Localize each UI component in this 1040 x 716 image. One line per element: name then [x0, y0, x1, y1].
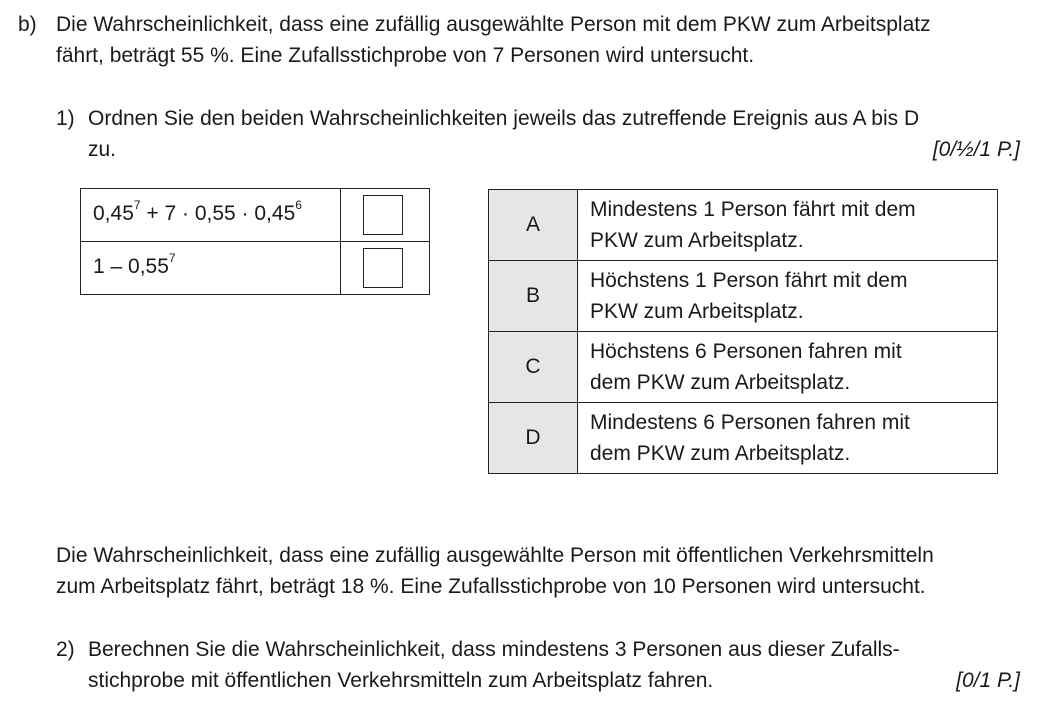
event-description: Höchstens 6 Personen fahren mit dem PKW zum Arbeitsplatz. [578, 332, 998, 403]
part-b-label: b) [18, 13, 37, 36]
event-row [489, 261, 998, 332]
formula-row [81, 242, 430, 295]
formula-table [80, 188, 430, 295]
formula-expression: 1 – 0,55$^7$ [81, 242, 341, 295]
formula-row [81, 189, 430, 242]
task2-label: 2) [56, 638, 75, 661]
task2-line2: stichprobe mit öffentlichen Verkehrsmitteln zum Arbeitsplatz fahren. [88, 669, 714, 692]
event-row [489, 190, 998, 261]
event-row [489, 403, 998, 474]
event-letter: C [489, 332, 578, 403]
intro2-line2: zum Arbeitsplatz fährt, beträgt 18 %. Eine Zufallsstichprobe von 10 Personen wird untersucht. [56, 575, 926, 598]
event-letter: D [489, 403, 578, 474]
part-b-intro-line2: fährt, beträgt 55 %. Eine Zufallsstichprobe von 7 Personen wird untersucht. [56, 44, 755, 67]
answer-box-1[interactable] [363, 195, 403, 235]
task2-line1: Berechnen Sie die Wahrscheinlichkeit, dass mindestens 3 Personen aus dieser Zufalls- [88, 638, 900, 661]
event-table [488, 189, 998, 474]
event-letter: A [489, 190, 578, 261]
event-description: Mindestens 6 Personen fahren mit dem PKW zum Arbeitsplatz. [578, 403, 998, 474]
answer-cell [341, 242, 430, 295]
event-letter: B [489, 261, 578, 332]
event-description: Höchstens 1 Person fährt mit dem PKW zum Arbeitsplatz. [578, 261, 998, 332]
answer-box-2[interactable] [363, 248, 403, 288]
task1-label: 1) [56, 107, 75, 130]
formula-expression: $0,45^7 + 7 \cdot 0,55 \cdot 0,45^6$ [81, 189, 341, 242]
answer-cell [341, 189, 430, 242]
event-row [489, 332, 998, 403]
intro2-line1: Die Wahrscheinlichkeit, dass eine zufällig ausgewählte Person mit öffentlichen Verkehrsmitteln [56, 544, 934, 567]
task1-line2: zu. [88, 138, 117, 161]
part-b-intro-line1: Die Wahrscheinlichkeit, dass eine zufällig ausgewählte Person mit dem PKW zum Arbeitsplatz [56, 13, 931, 36]
task2-points: [0/1 P.] [956, 669, 1020, 692]
task1-line1: Ordnen Sie den beiden Wahrscheinlichkeiten jeweils das zutreffende Ereignis aus A bis D [88, 107, 920, 130]
event-description: Mindestens 1 Person fährt mit dem PKW zum Arbeitsplatz. [578, 190, 998, 261]
task1-points: [0/½/1 P.] [932, 138, 1020, 161]
